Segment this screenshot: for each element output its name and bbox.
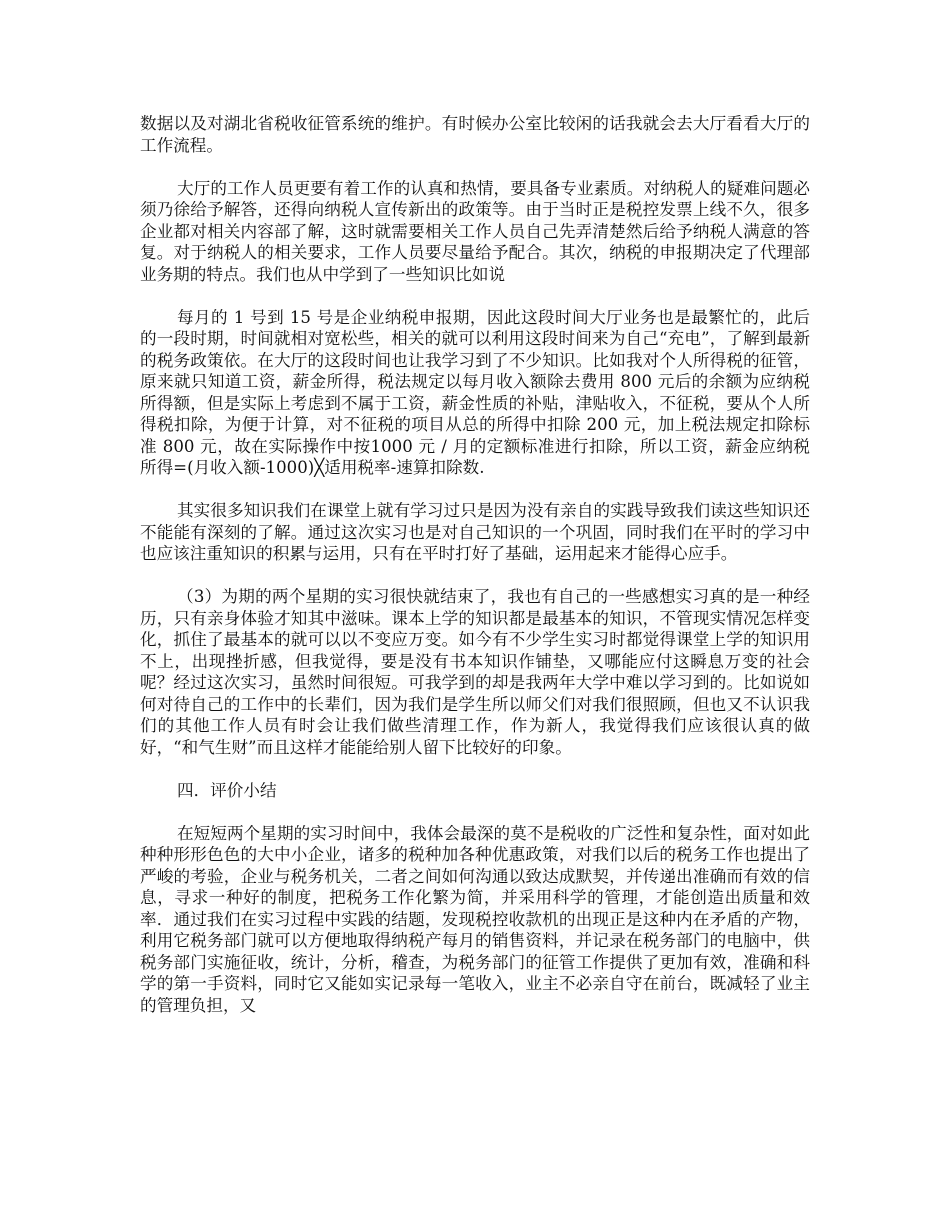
- section-heading-summary: 四．评价小结: [177, 780, 277, 800]
- paragraph-summary: 在短短两个星期的实习时间中，我体会最深的莫不是税收的广泛性和复杂性，面对如此种种形形色色的大中小企业，诸多的税种加各种优惠政策，对我们以后的税务工作也提出了严峻的考验，企业与税务机关，二者之间如何沟通以致达成默契，并传递出准确而有效的信息，寻求一种好的制度，把税务工作化繁为简，并采用科学的管理，才能创造出质量和效率．通过我们在实习过程中实践的结题，发现税控收款机的出现正是这种内在矛盾的产物，利用它税务部门就可以方便地取得纳税产每月的销售资料，并记录在税务部门的电脑中，供税务部门实施征收，统计，分析，稽查，为税务部门的征管工作提供了更加有效，准确和科学的第一手资料，同时它又能如实记录每一笔收入，业主不必亲自守在前台，既减轻了业主的管理负担，又: [140, 823, 810, 1015]
- paragraph-classroom-knowledge: 其实很多知识我们在课堂上就有学习过只是因为没有亲自的实践导致我们读这些知识还不能能有深刻的了解。通过这次实习也是对自己知识的一个巩固，同时我们在平时的学习中也应该注重知识的积累与运用，只有在平时打好了基础，运用起来才能得心应手。: [140, 501, 810, 563]
- document-body: [140, 113, 810, 1038]
- paragraph-filing-period: 每月的 1 号到 15 号是企业纳税申报期，因此这段时间大厅业务也是最繁忙的，此后的一段时期，时间就相对宽松些，相关的就可以利用这段时间来为自己“充电”，了解到最新的税务政策依。在大厅的这段时间也让我学习到了不少知识。比如我对个人所得税的征管，原来就只知道工资，薪金所得，税法规定以每月收入额除去费用 800 元后的余额为应纳税所得额，但是实际上考虑到不属于工资，薪金性质的补贴，津贴收入，不征税，要从个人所得税扣除，为便于计算，对不征税的项目从总的所得中扣除 200 元，加上税法规定扣除标准 800 元，故在实际操作中按1000 元 / 月的定额标准进行扣除，所以工资，薪金应纳税所得=(月收入额-1000)╳适用税率-速算扣除数.: [140, 307, 810, 477]
- paragraph-hall-staff: 大厅的工作人员更要有着工作的认真和热情，要具备专业素质。对纳税人的疑难问题必须乃徐给予解答，还得向纳税人宣传新出的政策等。由于当时正是税控发票上线不久，很多企业都对相关内容部了解，这时就需要相关工作人员自己先弄清楚然后给予纳税人满意的答复。对于纳税人的相关要求，工作人员要尽量给予配合。其次，纳税的申报期决定了代理部业务期的特点。我们也从中学到了一些知识比如说: [140, 178, 810, 284]
- paragraph-continuation: 数据以及对湖北省税收征管系统的维护。有时候办公室比较闲的话我就会去大厅看看大厅的工作流程。: [140, 114, 810, 155]
- paragraph-reflections: （3）为期的两个星期的实习很快就结束了，我也有自己的一些感想实习真的是一种经历，只有亲身体验才知其中滋味。课本上学的知识都是最基本的知识，不管现实情况怎样变化，抓住了最基本的就可以以不变应万变。如今有不少学生实习时都觉得课堂上学的知识用不上，出现挫折感，但我觉得，要是没有书本知识作铺垫，又哪能应付这瞬息万变的社会呢？经过这次实习，虽然时间很短。可我学到的却是我两年大学中难以学习到的。比如说如何对待自己的工作中的长辈们，因为我们是学生所以师父们对我们很照顾，但也又不认识我们的其他工作人员有时会让我们做些清理工作，作为新人，我觉得我们应该很认真的做好，“和气生财”而且这样才能能给别人留下比较好的印象。: [140, 587, 810, 757]
